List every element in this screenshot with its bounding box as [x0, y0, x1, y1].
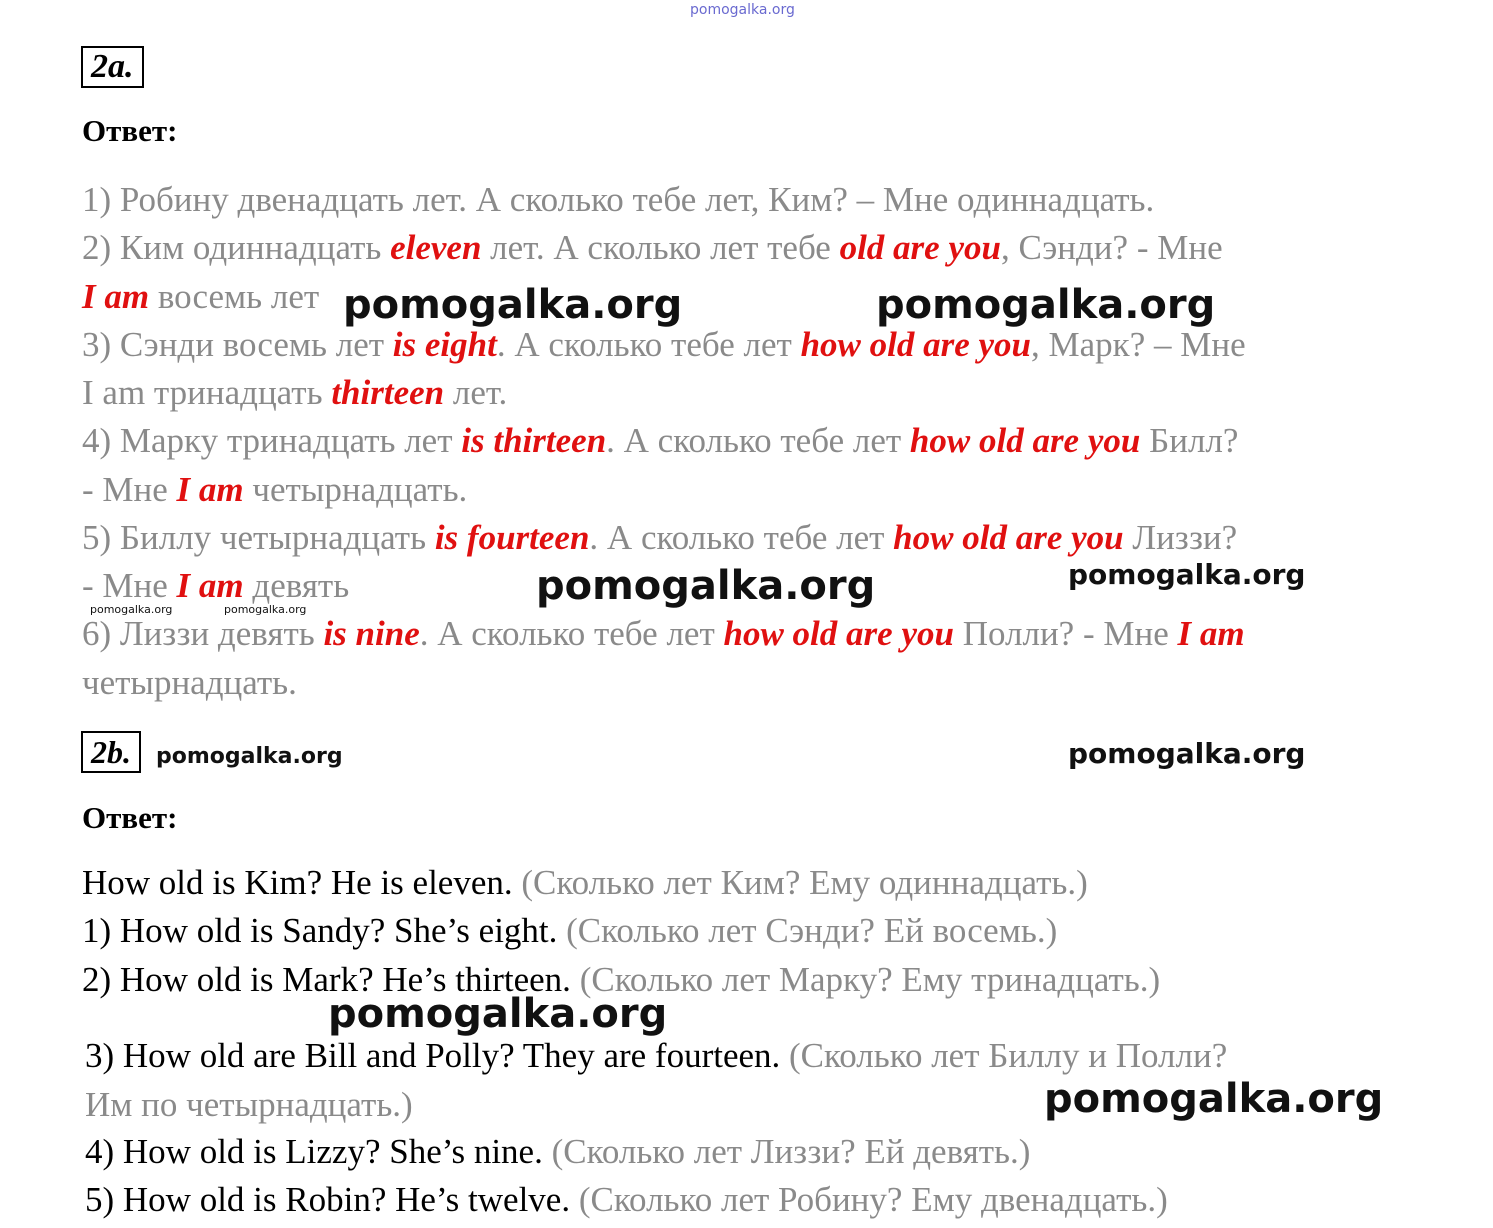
- text-line: [82, 517, 1237, 559]
- exercise-number-2b: 2b.: [81, 731, 141, 773]
- text-segment: девять: [243, 566, 350, 605]
- watermark: pomogalka.org: [1068, 558, 1306, 591]
- watermark: pomogalka.org: [1068, 737, 1306, 770]
- answer-highlight: is fourteen: [434, 518, 590, 557]
- text-line: [82, 565, 349, 607]
- text-segment: . А сколько тебе лет: [589, 518, 894, 557]
- site-watermark-top: pomogalka.org: [690, 2, 795, 18]
- text-segment: 2) How old is Mark? He’s thirteen.: [82, 960, 580, 999]
- text-segment: 3) Сэнди восемь лет: [82, 325, 393, 364]
- answer-highlight: is eight: [392, 325, 497, 364]
- text-segment: восемь лет: [149, 277, 320, 316]
- answer-highlight: is thirteen: [461, 421, 607, 460]
- text-line: [82, 227, 1223, 269]
- text-segment: (Сколько лет Робину? Ему двенадцать.): [578, 1180, 1168, 1219]
- watermark: pomogalka.org: [224, 603, 307, 616]
- text-line: [82, 324, 1246, 366]
- text-line: [82, 469, 467, 511]
- answer-highlight: old are you: [839, 228, 1001, 267]
- text-line: [82, 613, 1245, 655]
- watermark: pomogalka.org: [1044, 1076, 1384, 1122]
- text-segment: Лиззи?: [1123, 518, 1238, 557]
- text-segment: - Мне: [82, 470, 177, 509]
- text-segment: (Сколько лет Лиззи? Ей девять.): [551, 1132, 1031, 1171]
- watermark: pomogalka.org: [156, 744, 343, 769]
- text-line: [82, 910, 1057, 952]
- text-line: [85, 1035, 1227, 1077]
- text-segment: , Сэнди? - Мне: [1000, 228, 1223, 267]
- text-segment: лет. А сколько лет тебе: [481, 228, 840, 267]
- text-segment: How old is Kim? He is eleven.: [82, 863, 522, 902]
- answer-heading-a: Ответ:: [82, 113, 178, 148]
- text-segment: , Марк? – Мне: [1031, 325, 1246, 364]
- text-line: [85, 1131, 1030, 1173]
- watermark: pomogalka.org: [536, 563, 876, 609]
- answer-heading-b: Ответ:: [82, 800, 178, 835]
- text-segment: Полли? - Мне: [953, 614, 1178, 653]
- text-line: [85, 1179, 1168, 1221]
- text-line: [82, 179, 1154, 221]
- watermark: pomogalka.org: [328, 991, 668, 1037]
- text-segment: . А сколько тебе лет: [419, 614, 724, 653]
- text-segment: четырнадцать.: [243, 470, 468, 509]
- answer-highlight: how old are you: [723, 614, 954, 653]
- text-segment: 4) Марку тринадцать лет: [82, 421, 462, 460]
- text-segment: (Сколько лет Биллу и Полли?: [789, 1036, 1228, 1075]
- text-segment: 6) Лиззи девять: [82, 614, 324, 653]
- text-segment: Им по четырнадцать.): [85, 1085, 413, 1124]
- watermark: pomogalka.org: [343, 282, 683, 328]
- answer-highlight: how old are you: [909, 421, 1141, 460]
- watermark: pomogalka.org: [876, 282, 1216, 328]
- answer-highlight: thirteen: [331, 373, 445, 412]
- text-segment: 5) Биллу четырнадцать: [82, 518, 435, 557]
- exercise-number-2a: 2a.: [81, 46, 144, 88]
- text-segment: лет.: [444, 373, 508, 412]
- answer-highlight: is nine: [323, 614, 420, 653]
- answer-highlight: I am: [176, 566, 244, 605]
- text-segment: (Сколько лет Марку? Ему тринадцать.): [579, 960, 1161, 999]
- text-segment: 2) Ким одиннадцать: [82, 228, 391, 267]
- text-line: [85, 1084, 413, 1126]
- text-segment: . А сколько тебе лет: [606, 421, 910, 460]
- text-segment: 4) How old is Lizzy? She’s nine.: [85, 1132, 552, 1171]
- text-segment: 5) How old is Robin? He’s twelve.: [85, 1180, 579, 1219]
- text-line: [82, 662, 297, 704]
- text-line: [82, 372, 507, 414]
- text-line: [82, 420, 1238, 462]
- answer-highlight: I am: [1177, 614, 1245, 653]
- answer-highlight: I am: [176, 470, 244, 509]
- text-segment: четырнадцать.: [82, 663, 297, 702]
- answer-highlight: eleven: [390, 228, 482, 267]
- text-segment: 1) Робину двенадцать лет. А сколько тебе лет, Ким? – Мне одиннадцать.: [82, 180, 1155, 219]
- answer-highlight: how old are you: [800, 325, 1032, 364]
- text-line: [82, 276, 319, 318]
- text-segment: I am тринадцать: [82, 373, 332, 412]
- text-segment: - Мне: [82, 566, 177, 605]
- watermark: pomogalka.org: [90, 603, 173, 616]
- answer-highlight: I am: [82, 277, 150, 316]
- text-segment: (Сколько лет Ким? Ему одиннадцать.): [521, 863, 1088, 902]
- text-line: [82, 862, 1088, 904]
- text-segment: Билл?: [1140, 421, 1239, 460]
- text-segment: 3) How old are Bill and Polly? They are fourteen.: [85, 1036, 790, 1075]
- text-segment: (Сколько лет Сэнди? Ей восемь.): [566, 911, 1058, 950]
- text-segment: 1) How old is Sandy? She’s eight.: [82, 911, 567, 950]
- answer-highlight: how old are you: [893, 518, 1124, 557]
- text-segment: . А сколько тебе лет: [496, 325, 801, 364]
